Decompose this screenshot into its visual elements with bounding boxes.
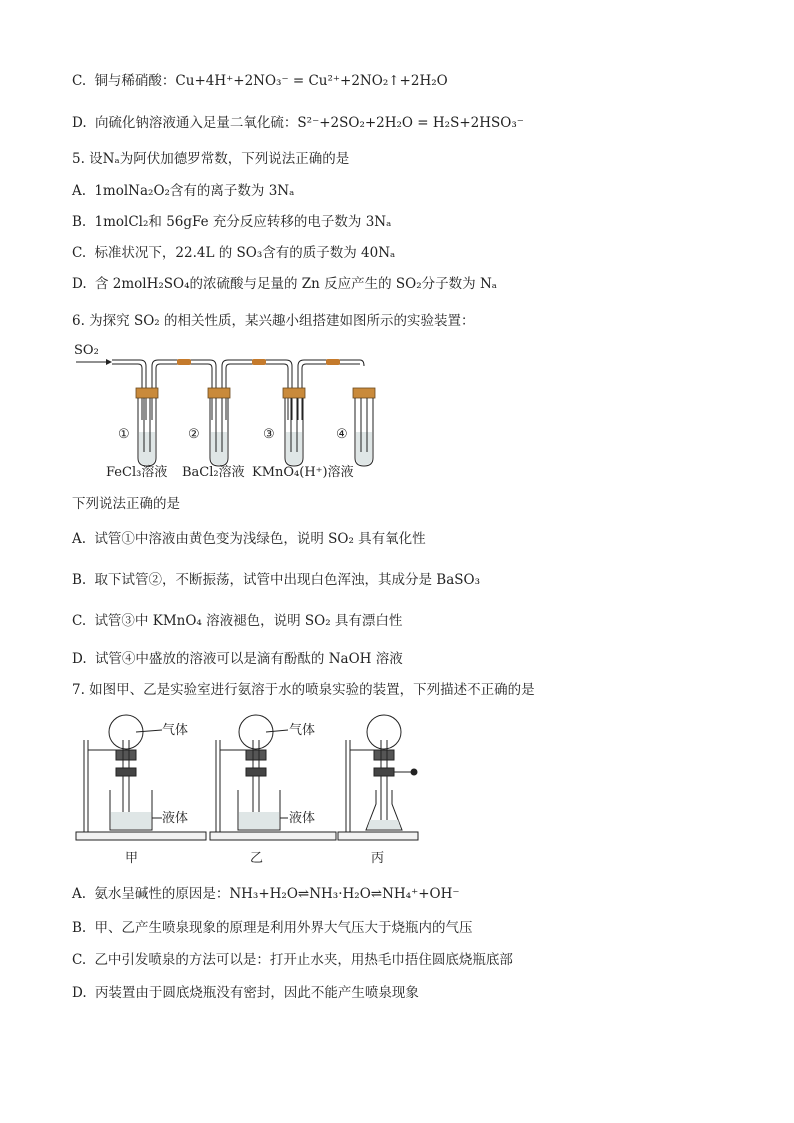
gas-label-jia: 气体 bbox=[162, 723, 189, 738]
rubber-connector bbox=[326, 359, 340, 365]
so2-gas-label: SO₂ bbox=[74, 343, 99, 358]
option-text: 试管④中盛放的溶液可以是滴有酚酞的 NaOH 溶液 bbox=[94, 651, 403, 667]
solution-label-bacl2: BaCl₂溶液 bbox=[182, 465, 245, 480]
option-text: 甲、乙产生喷泉现象的原理是利用外界大气压大于烧瓶内的气压 bbox=[94, 920, 473, 936]
q6-option-a bbox=[72, 530, 426, 548]
stopper bbox=[283, 388, 305, 398]
q6-option-b bbox=[72, 571, 480, 589]
q5-stem: 5. 设Nₐ为阿伏加德罗常数，下列说法正确的是 bbox=[72, 151, 350, 167]
q6-prompt: 下列说法正确的是 bbox=[72, 496, 180, 512]
stopper bbox=[136, 388, 158, 398]
q5-option-b bbox=[72, 213, 391, 231]
option-label: C. bbox=[72, 245, 87, 261]
rubber-connector bbox=[252, 359, 266, 365]
q7-option-a bbox=[72, 885, 459, 903]
rubber-connector bbox=[177, 359, 191, 365]
option-label: D. bbox=[72, 985, 87, 1001]
option-text: 丙装置由于圆底烧瓶没有密封，因此不能产生喷泉现象 bbox=[94, 985, 419, 1001]
option-label: C. bbox=[72, 73, 87, 89]
solution-label-kmno4: KMnO₄(H⁺)溶液 bbox=[252, 465, 354, 480]
option-label: B. bbox=[72, 214, 87, 230]
so2-apparatus-figure bbox=[70, 340, 360, 490]
option-label: D. bbox=[72, 276, 87, 292]
name-jia: 甲 bbox=[125, 851, 139, 866]
option-text: 1molCl₂和 56gFe 充分反应转移的电子数为 3Nₐ bbox=[94, 214, 392, 230]
q7-option-d bbox=[72, 984, 419, 1002]
q5-option-a bbox=[72, 182, 294, 200]
solution-label-fecl3: FeCl₃溶液 bbox=[106, 465, 168, 480]
option-text: 乙中引发喷泉的方法可以是：打开止水夹，用热毛巾捂住圆底烧瓶底部 bbox=[94, 952, 513, 968]
option-label: B. bbox=[72, 572, 87, 588]
tube-number-4: ④ bbox=[336, 427, 348, 442]
option-text: 标准状况下，22.4L 的 SO₃含有的质子数为 40Nₐ bbox=[94, 245, 396, 261]
option-text: 取下试管②，不断振荡，试管中出现白色浑浊，其成分是 BaSO₃ bbox=[94, 572, 481, 588]
option-text: 1molNa₂O₂含有的离子数为 3Nₐ bbox=[94, 183, 295, 199]
name-bing: 丙 bbox=[371, 851, 385, 866]
q4-option-c bbox=[72, 72, 448, 90]
q6-stem: 6. 为探究 SO₂ 的相关性质，某兴趣小组搭建如图所示的实验装置： bbox=[72, 313, 475, 329]
q5-option-c bbox=[72, 244, 395, 262]
option-label: C. bbox=[72, 952, 87, 968]
q6-option-d bbox=[72, 650, 403, 668]
option-label: C. bbox=[72, 613, 87, 629]
liquid-label-jia: 液体 bbox=[162, 811, 189, 826]
option-label: A. bbox=[72, 183, 87, 199]
apparatus-yi bbox=[210, 715, 336, 840]
option-text: 向硫化钠溶液通入足量二氧化硫：S²⁻+2SO₂+2H₂O = H₂S+2HSO₃⁻ bbox=[94, 115, 524, 131]
q7-option-b bbox=[72, 919, 473, 937]
option-label: A. bbox=[72, 886, 87, 902]
stopper bbox=[353, 388, 375, 398]
option-label: A. bbox=[72, 531, 87, 547]
q5-option-d bbox=[72, 275, 497, 293]
option-label: D. bbox=[72, 651, 87, 667]
option-label: B. bbox=[72, 920, 87, 936]
q7-stem: 7. 如图甲、乙是实验室进行氨溶于水的喷泉实验的装置，下列描述不正确的是 bbox=[72, 682, 535, 698]
q4-option-d bbox=[72, 114, 524, 132]
stopper bbox=[208, 388, 230, 398]
option-text: 试管③中 KMnO₄ 溶液褪色，说明 SO₂ 具有漂白性 bbox=[94, 613, 403, 629]
tube-number-1: ① bbox=[118, 427, 130, 442]
tube-number-2: ② bbox=[188, 427, 200, 442]
option-text: 含 2molH₂SO₄的浓硫酸与足量的 Zn 反应产生的 SO₂分子数为 Nₐ bbox=[94, 276, 497, 292]
option-text: 铜与稀硝酸：Cu+4H⁺+2NO₃⁻ = Cu²⁺+2NO₂↑+2H₂O bbox=[94, 73, 448, 89]
arrow-head bbox=[106, 359, 112, 365]
liquid-label-yi: 液体 bbox=[289, 811, 316, 826]
fountain-apparatus-figure bbox=[70, 710, 430, 870]
apparatus-bing bbox=[338, 715, 418, 840]
inner-tubes bbox=[144, 398, 367, 452]
option-text: 试管①中溶液由黄色变为浅绿色，说明 SO₂ 具有氧化性 bbox=[94, 531, 426, 547]
option-text: 氨水呈碱性的原因是：NH₃+H₂O⇌NH₃·H₂O⇌NH₄⁺+OH⁻ bbox=[94, 886, 460, 902]
gas-label-yi: 气体 bbox=[289, 723, 316, 738]
q7-option-c bbox=[72, 951, 513, 969]
q6-option-c bbox=[72, 612, 402, 630]
name-yi: 乙 bbox=[250, 851, 264, 866]
option-label: D. bbox=[72, 115, 87, 131]
tube-number-3: ③ bbox=[263, 427, 275, 442]
